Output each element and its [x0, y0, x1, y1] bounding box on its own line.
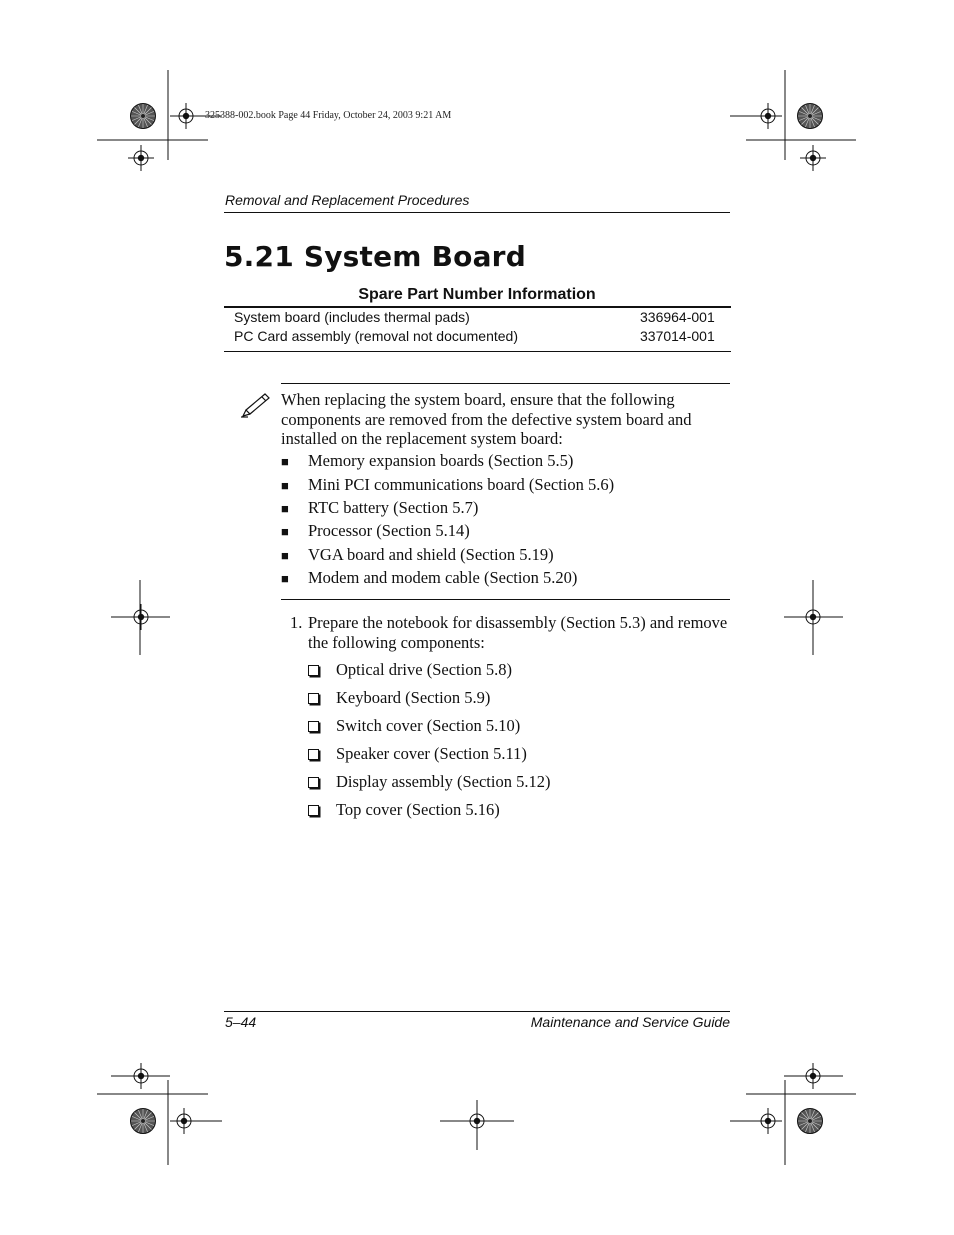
pencil-icon	[240, 390, 272, 418]
table-bottom-rule	[224, 351, 731, 352]
bullet-square: ■	[281, 524, 289, 539]
bullet-square: ■	[281, 571, 289, 586]
running-head: Removal and Replacement Procedures	[225, 192, 470, 208]
note-text: When replacing the system board, ensure that the following components are removed from the defective system board and installed on the replacement system board:	[281, 390, 692, 448]
step-subitem: Switch cover (Section 5.10)	[336, 716, 521, 735]
step-subitem: Top cover (Section 5.16)	[336, 800, 500, 819]
checkbox-bullet	[308, 693, 319, 704]
note-bottom-rule	[281, 599, 730, 600]
checkbox-bullet	[308, 777, 319, 788]
guide-title: Maintenance and Service Guide	[530, 1014, 730, 1030]
checkbox-bullet	[308, 721, 319, 732]
bullet-square: ■	[281, 501, 289, 516]
footer-rule	[224, 1011, 730, 1012]
page-number: 5–44	[225, 1014, 257, 1030]
step-subitem: Speaker cover (Section 5.11)	[336, 744, 527, 763]
step-subitem: Display assembly (Section 5.12)	[336, 772, 551, 791]
table-title: Spare Part Number Information	[358, 286, 596, 303]
table-cell-description: PC Card assembly (removal not documented)	[234, 328, 519, 344]
header-rule	[224, 212, 730, 213]
checkbox-bullet	[308, 665, 319, 676]
note-item: Mini PCI communications board (Section 5.6)	[308, 475, 615, 494]
note-item: Processor (Section 5.14)	[308, 521, 470, 540]
bullet-square: ■	[281, 548, 289, 563]
bullet-square: ■	[281, 454, 289, 469]
bullet-square: ■	[281, 478, 289, 493]
table-cell-description: System board (includes thermal pads)	[234, 309, 470, 325]
note-item: Memory expansion boards (Section 5.5)	[308, 451, 574, 470]
table-cell-part-number: 337014-001	[640, 328, 715, 344]
page-title: 5.21 System Board	[224, 240, 526, 273]
step-text: Prepare the notebook for disassembly (Section 5.3) and remove the following components:	[308, 613, 728, 652]
note-top-rule	[281, 383, 730, 384]
note-item: VGA board and shield (Section 5.19)	[308, 545, 554, 564]
checkbox-bullet	[308, 749, 319, 760]
step-number: 1.	[290, 613, 303, 632]
table-cell-part-number: 336964-001	[640, 309, 715, 325]
step-subitem: Keyboard (Section 5.9)	[336, 688, 491, 707]
print-slug: 325388-002.book Page 44 Friday, October 24, 2003 9:21 AM	[205, 110, 452, 121]
table-top-rule	[224, 306, 731, 308]
note-item: Modem and modem cable (Section 5.20)	[308, 568, 578, 587]
step-subitem: Optical drive (Section 5.8)	[336, 660, 512, 679]
checkbox-bullet	[308, 805, 319, 816]
note-item: RTC battery (Section 5.7)	[308, 498, 479, 517]
